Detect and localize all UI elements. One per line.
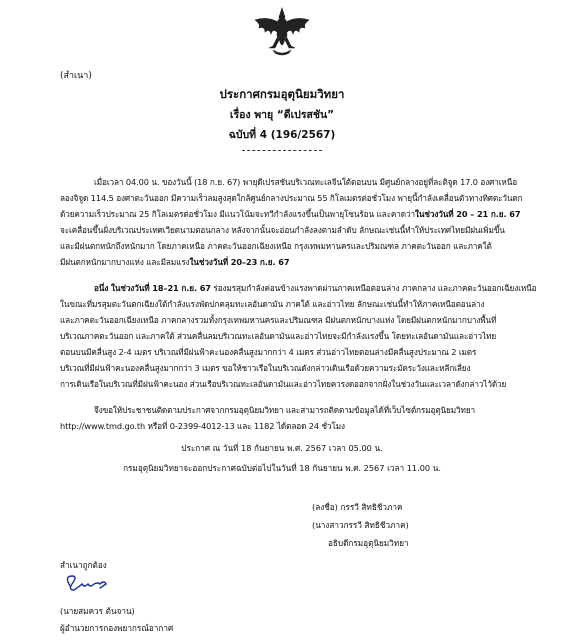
- next-issue-notice: กรมอุตุนิยมวิทยาจะออกประกาศฉบับต่อไปในวันที่ 18 กันยายน พ.ศ. 2567 เวลา 11.00 น.: [123, 463, 441, 473]
- paragraph1-line: มีฝนตกหนักมากบางแห่ง และมีลมแรงในช่วงวันที่ 20–23 ก.ย. 67: [60, 257, 290, 267]
- paragraph1-line: ลองจิจูด 114.5 องศาตะวันออก มีความเร็วลมสูงสุดใกล้ศูนย์กลางประมาณ 55 กิโลเมตรต่อชั่วโมง พายุนี้กำลังเคลื่อนตัวทางทิศตะวันตก: [60, 193, 523, 203]
- paragraph1-line: และมีฝนตกหนักถึงหนักมาก โดยภาคเหนือ ภาคตะวันออกเฉียงเหนือ กรุงเทพมหานครและปริมณฑล ภาคตะวันออก และภาคใต้: [60, 241, 492, 251]
- copy-label: (สำเนา): [60, 71, 92, 81]
- paragraph1-line: จะเคลื่อนขึ้นฝั่งบริเวณประเทศเวียดนามตอนกลาง หลังจากนั้นจะอ่อนกำลังลงตามลำดับ ลักษณะเช่นนี้ทำให้ประเทศไทยมีฝนเพิ่มขึ้น: [60, 225, 505, 235]
- paragraph1-line: เมื่อเวลา 04.00 น. ของวันนี้ (18 ก.ย. 67) พายุดีเปรสชันบริเวณทะเลจีนใต้ตอนบน มีศูนย์กลางอยู่ที่ละติจูด 17.0 องศาเหนือ: [94, 177, 518, 187]
- certifier-name: (นายสมควร ต้นจาน): [60, 606, 135, 616]
- announcement-subject: เรื่อง พายุ “ดีเปรสชัน”: [229, 109, 335, 121]
- forecast-landfall-period: ในช่วงวันที่ 20 – 21 ก.ย. 67: [414, 209, 521, 219]
- paragraph2-line: บริเวณที่มีฝนฟ้าคะนองคลื่นสูงมากกว่า 3 เมตร ขอให้ชาวเรือในบริเวณดังกล่าวเดินเรือด้วยความระมัดระวังและหลีกเลี่ยง: [60, 363, 471, 373]
- signed-line: (ลงชื่อ) กรรวี สิทธิชีวภาค: [312, 502, 403, 512]
- paragraph2-line: และภาคตะวันออกเฉียงเหนือ ภาคกลางรวมทั้งกรุงเทพมหานครและปริมณฑล มีฝนตกหนักบางแห่ง โดยมีฝนตกหนักมากบางพื้นที่: [60, 315, 497, 325]
- paragraph2-line: ในขณะที่มรสุมตะวันตกเฉียงใต้กำลังแรงพัดปกคลุมทะเลอันดามัน ภาคใต้ และอ่าวไทย ลักษณะเช่นนี้ทำให้ภาคเหนือตอนล่าง: [60, 299, 485, 309]
- paragraph2-line: การเดินเรือในบริเวณที่มีฝนฟ้าคะนอง ส่วนเรือบริเวณทะเลอันดามันและอ่าวไทยควรงดออกจากฝั่งในช่วงวันและเวลาดังกล่าวไว้ด้วย: [60, 379, 507, 389]
- paragraph2-line: บริเวณภาคตะวันออก และภาคใต้ ส่วนคลื่นลมบริเวณทะเลอันดามันและอ่าวไทยจะมีกำลังแรงขึ้น โดยทะเลอันดามันและอ่าวไทย: [60, 331, 497, 341]
- garuda-emblem-icon: [251, 6, 313, 58]
- announcement-title: ประกาศกรมอุตุนิยมวิทยา: [219, 87, 345, 101]
- paragraph3-line: http://www.tmd.go.th หรือที่ 0-2399-4012-13 และ 1182 ได้ตลอด 24 ชั่วโมง: [60, 421, 345, 431]
- forecast-heavy-rain-period: ในช่วงวันที่ 20–23 ก.ย. 67: [189, 257, 290, 267]
- paragraph1-line: ด้วยความเร็วประมาณ 25 กิโลเมตรต่อชั่วโมง มีแนวโน้มจะทวีกำลังแรงขึ้นเป็นพายุโซนร้อน และคาดว่าในช่วงวันที่ 20 – 21 ก.ย. 67: [60, 209, 521, 219]
- paragraph2-line: อนึ่ง ในช่วงวันที่ 18–21 ก.ย. 67 ร่องมรสุมกำลังค่อนข้างแรงพาดผ่านภาคเหนือตอนล่าง ภาคกลาง และภาคตะวันออกเฉียงเหนือ: [94, 283, 537, 293]
- header-divider: [242, 150, 322, 151]
- paragraph2-line: ตอนบนมีคลื่นสูง 2-4 เมตร บริเวณที่มีฝนฟ้าคะนองคลื่นสูงมากกว่า 4 เมตร ส่วนอ่าวไทยตอนล่างมีคลื่นสูงประมาณ 2 เมตร: [60, 347, 477, 357]
- announcement-date: ประกาศ ณ วันที่ 18 กันยายน พ.ศ. 2567 เวลา 05.00 น.: [181, 443, 383, 453]
- signatory-position: อธิบดีกรมอุตุนิยมวิทยา: [328, 538, 409, 548]
- paragraph3-line: จึงขอให้ประชาชนติดตามประกาศจากกรมอุตุนิยมวิทยา และสามารถติดตามข้อมูลได้ที่เว็บไซต์กรมอุตุนิยมวิทยา: [94, 405, 476, 415]
- certified-copy-label: สำเนาถูกต้อง: [60, 560, 107, 570]
- signatory-name: (นางสาวกรรวี สิทธิชีวภาค): [312, 520, 409, 530]
- handwritten-signature: [60, 572, 112, 594]
- certifier-position: ผู้อำนวยการกองพยากรณ์อากาศ: [60, 623, 174, 633]
- monsoon-period: อนึ่ง ในช่วงวันที่ 18–21 ก.ย. 67: [94, 283, 211, 293]
- announcement-issue-number: ฉบับที่ 4 (196/2567): [228, 129, 336, 141]
